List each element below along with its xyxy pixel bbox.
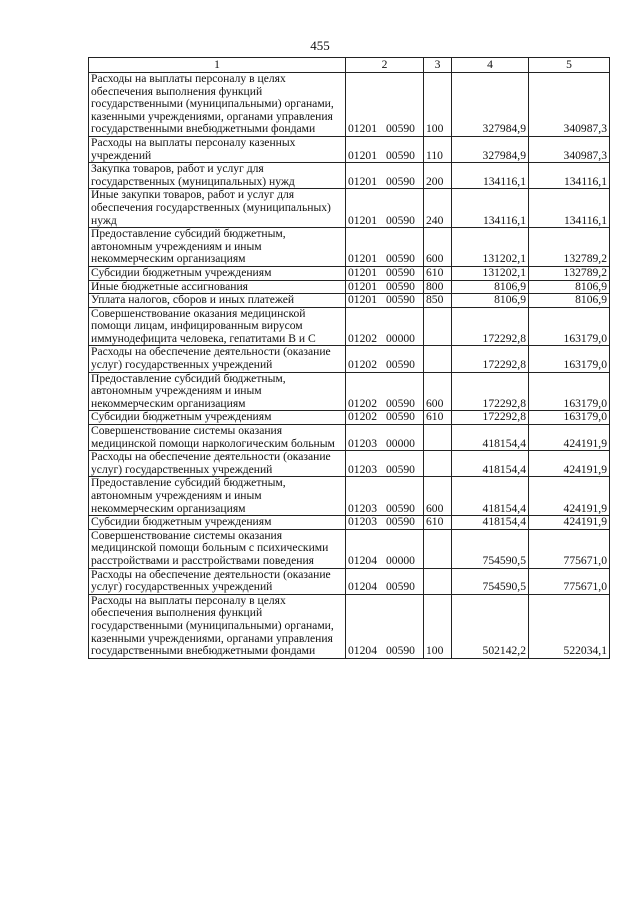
row-code-program: 01204 bbox=[348, 644, 377, 658]
table-row bbox=[89, 266, 610, 280]
row-code-direction: 00590 bbox=[385, 515, 415, 529]
row-code-direction: 00000 bbox=[385, 331, 415, 345]
row-code bbox=[346, 189, 424, 228]
row-code bbox=[346, 73, 424, 137]
column-header-4: 4 bbox=[452, 58, 529, 73]
row-code-program: 01201 bbox=[348, 252, 377, 266]
row-amount-col5: 424191,9 bbox=[529, 425, 610, 451]
row-code-direction: 00590 bbox=[385, 501, 415, 515]
row-amount-col4: 754590,5 bbox=[452, 529, 529, 568]
row-code-program: 01201 bbox=[348, 265, 377, 279]
row-amount-col4: 418154,4 bbox=[452, 516, 529, 530]
table-row bbox=[89, 425, 610, 451]
row-expense-type: 100 bbox=[424, 594, 452, 658]
table-row bbox=[89, 594, 610, 658]
row-expense-type bbox=[424, 425, 452, 451]
row-code bbox=[346, 307, 424, 346]
row-code bbox=[346, 568, 424, 594]
row-expense-type: 240 bbox=[424, 189, 452, 228]
row-name: Расходы на обеспечение деятельности (оказание услуг) государственных учреждений bbox=[89, 451, 346, 477]
row-code bbox=[346, 136, 424, 162]
table-row bbox=[89, 136, 610, 162]
row-name: Субсидии бюджетным учреждениям bbox=[89, 266, 346, 280]
row-expense-type bbox=[424, 307, 452, 346]
row-expense-type: 200 bbox=[424, 163, 452, 189]
budget-table bbox=[88, 57, 610, 659]
row-code-direction: 00590 bbox=[385, 252, 415, 266]
column-header-5: 5 bbox=[529, 58, 610, 73]
row-code bbox=[346, 451, 424, 477]
row-amount-col4: 172292,8 bbox=[452, 411, 529, 425]
row-amount-col4: 131202,1 bbox=[452, 266, 529, 280]
row-expense-type: 800 bbox=[424, 280, 452, 294]
row-expense-type: 600 bbox=[424, 477, 452, 516]
row-expense-type: 850 bbox=[424, 294, 452, 308]
row-code-program: 01201 bbox=[348, 122, 377, 136]
row-expense-type: 600 bbox=[424, 372, 452, 411]
row-amount-col4: 8106,9 bbox=[452, 294, 529, 308]
row-name: Расходы на выплаты персоналу казенных учреждений bbox=[89, 136, 346, 162]
row-amount-col4: 754590,5 bbox=[452, 568, 529, 594]
row-amount-col5: 163179,0 bbox=[529, 346, 610, 372]
row-code-program: 01203 bbox=[348, 501, 377, 515]
table-row bbox=[89, 477, 610, 516]
row-code-direction: 00590 bbox=[385, 462, 415, 476]
row-code-program: 01203 bbox=[348, 462, 377, 476]
row-code-direction: 00590 bbox=[385, 644, 415, 658]
row-amount-col4: 418154,4 bbox=[452, 451, 529, 477]
table-row bbox=[89, 73, 610, 137]
row-code-program: 01202 bbox=[348, 396, 377, 410]
row-name: Иные бюджетные ассигнования bbox=[89, 280, 346, 294]
row-amount-col5: 8106,9 bbox=[529, 294, 610, 308]
row-code-direction: 00590 bbox=[385, 358, 415, 372]
row-amount-col4: 327984,9 bbox=[452, 73, 529, 137]
row-amount-col4: 418154,4 bbox=[452, 425, 529, 451]
row-amount-col4: 134116,1 bbox=[452, 189, 529, 228]
row-code bbox=[346, 266, 424, 280]
row-code-direction: 00590 bbox=[385, 293, 415, 307]
row-code-program: 01203 bbox=[348, 515, 377, 529]
page-number: 455 bbox=[310, 38, 330, 53]
row-expense-type: 610 bbox=[424, 266, 452, 280]
row-name: Предоставление субсидий бюджетным, автономным учреждениям и иным некоммерческим организациям bbox=[89, 372, 346, 411]
row-name: Уплата налогов, сборов и иных платежей bbox=[89, 294, 346, 308]
row-amount-col5: 8106,9 bbox=[529, 280, 610, 294]
row-amount-col5: 163179,0 bbox=[529, 411, 610, 425]
row-code bbox=[346, 477, 424, 516]
row-code-program: 01203 bbox=[348, 436, 377, 450]
row-code-direction: 00000 bbox=[385, 553, 415, 567]
table-row bbox=[89, 451, 610, 477]
row-code-program: 01201 bbox=[348, 279, 377, 293]
row-name: Расходы на выплаты персоналу в целях обеспечения выполнения функций государственными (муниципальными) органами, казенными учреждениями, органами управления государственными внебюджетными фондами bbox=[89, 594, 346, 658]
row-amount-col4: 327984,9 bbox=[452, 136, 529, 162]
row-amount-col5: 340987,3 bbox=[529, 73, 610, 137]
row-expense-type bbox=[424, 451, 452, 477]
row-amount-col5: 424191,9 bbox=[529, 451, 610, 477]
row-amount-col5: 340987,3 bbox=[529, 136, 610, 162]
row-amount-col5: 424191,9 bbox=[529, 477, 610, 516]
row-name: Расходы на обеспечение деятельности (оказание услуг) государственных учреждений bbox=[89, 346, 346, 372]
row-amount-col5: 775671,0 bbox=[529, 529, 610, 568]
table-row bbox=[89, 280, 610, 294]
row-code bbox=[346, 594, 424, 658]
table-body bbox=[89, 73, 610, 659]
table-row bbox=[89, 307, 610, 346]
table-row bbox=[89, 372, 610, 411]
row-name: Расходы на выплаты персоналу в целях обеспечения выполнения функций государственными (муниципальными) органами, казенными учреждениями, органами управления государственными внебюджетными фондами bbox=[89, 73, 346, 137]
row-name: Закупка товаров, работ и услуг для государственных (муниципальных) нужд bbox=[89, 163, 346, 189]
row-code bbox=[346, 425, 424, 451]
row-name: Субсидии бюджетным учреждениям bbox=[89, 411, 346, 425]
row-amount-col5: 163179,0 bbox=[529, 372, 610, 411]
row-code bbox=[346, 280, 424, 294]
row-amount-col4: 502142,2 bbox=[452, 594, 529, 658]
row-amount-col5: 134116,1 bbox=[529, 163, 610, 189]
row-code-direction: 00590 bbox=[385, 410, 415, 424]
row-amount-col5: 163179,0 bbox=[529, 307, 610, 346]
row-amount-col5: 134116,1 bbox=[529, 189, 610, 228]
row-code bbox=[346, 529, 424, 568]
row-code-direction: 00590 bbox=[385, 213, 415, 227]
header-row bbox=[89, 58, 610, 73]
row-code-program: 01201 bbox=[348, 293, 377, 307]
row-name: Предоставление субсидий бюджетным, автономным учреждениям и иным некоммерческим организациям bbox=[89, 228, 346, 267]
row-code bbox=[346, 372, 424, 411]
row-expense-type: 600 bbox=[424, 228, 452, 267]
row-amount-col4: 172292,8 bbox=[452, 372, 529, 411]
column-header-2: 2 bbox=[346, 58, 424, 73]
row-code-direction: 00590 bbox=[385, 174, 415, 188]
row-code-program: 01201 bbox=[348, 213, 377, 227]
row-code bbox=[346, 228, 424, 267]
row-amount-col4: 134116,1 bbox=[452, 163, 529, 189]
row-amount-col4: 172292,8 bbox=[452, 346, 529, 372]
row-code-program: 01201 bbox=[348, 148, 377, 162]
row-expense-type: 100 bbox=[424, 73, 452, 137]
row-amount-col5: 132789,2 bbox=[529, 228, 610, 267]
row-code-direction: 00590 bbox=[385, 148, 415, 162]
row-code-program: 01202 bbox=[348, 331, 377, 345]
row-name: Расходы на обеспечение деятельности (оказание услуг) государственных учреждений bbox=[89, 568, 346, 594]
row-amount-col4: 172292,8 bbox=[452, 307, 529, 346]
row-amount-col5: 132789,2 bbox=[529, 266, 610, 280]
table-row bbox=[89, 529, 610, 568]
row-code bbox=[346, 294, 424, 308]
row-expense-type: 610 bbox=[424, 411, 452, 425]
row-code-program: 01201 bbox=[348, 174, 377, 188]
row-expense-type: 610 bbox=[424, 516, 452, 530]
table-row bbox=[89, 346, 610, 372]
row-code-direction: 00590 bbox=[385, 279, 415, 293]
row-amount-col5: 522034,1 bbox=[529, 594, 610, 658]
row-name: Совершенствование оказания медицинской помощи лицам, инфицированным вирусом иммунодефицита человека, гепатитами В и С bbox=[89, 307, 346, 346]
row-expense-type bbox=[424, 568, 452, 594]
row-name: Субсидии бюджетным учреждениям bbox=[89, 516, 346, 530]
row-name: Предоставление субсидий бюджетным, автономным учреждениям и иным некоммерческим организациям bbox=[89, 477, 346, 516]
row-expense-type bbox=[424, 346, 452, 372]
table-row bbox=[89, 516, 610, 530]
table-row bbox=[89, 189, 610, 228]
row-code-program: 01202 bbox=[348, 410, 377, 424]
row-code-direction: 00590 bbox=[385, 122, 415, 136]
row-code-program: 01204 bbox=[348, 580, 377, 594]
row-code bbox=[346, 516, 424, 530]
row-expense-type: 110 bbox=[424, 136, 452, 162]
row-code bbox=[346, 163, 424, 189]
row-amount-col4: 131202,1 bbox=[452, 228, 529, 267]
table-row bbox=[89, 294, 610, 308]
row-name: Совершенствование системы оказания медицинской помощи больным с психическими расстройствами и расстройствами поведения bbox=[89, 529, 346, 568]
column-header-3: 3 bbox=[424, 58, 452, 73]
table-row bbox=[89, 568, 610, 594]
row-code-direction: 00590 bbox=[385, 265, 415, 279]
table-row bbox=[89, 411, 610, 425]
row-code-direction: 00590 bbox=[385, 580, 415, 594]
row-amount-col4: 8106,9 bbox=[452, 280, 529, 294]
row-amount-col5: 775671,0 bbox=[529, 568, 610, 594]
row-code bbox=[346, 346, 424, 372]
table-row bbox=[89, 228, 610, 267]
row-amount-col5: 424191,9 bbox=[529, 516, 610, 530]
row-code-program: 01204 bbox=[348, 553, 377, 567]
row-expense-type bbox=[424, 529, 452, 568]
row-code bbox=[346, 411, 424, 425]
row-code-program: 01202 bbox=[348, 358, 377, 372]
row-name: Совершенствование системы оказания медицинской помощи наркологическим больным bbox=[89, 425, 346, 451]
table-row bbox=[89, 163, 610, 189]
row-name: Иные закупки товаров, работ и услуг для обеспечения государственных (муниципальных) нужд bbox=[89, 189, 346, 228]
row-amount-col4: 418154,4 bbox=[452, 477, 529, 516]
column-header-1: 1 bbox=[89, 58, 346, 73]
row-code-direction: 00000 bbox=[385, 436, 415, 450]
row-code-direction: 00590 bbox=[385, 396, 415, 410]
